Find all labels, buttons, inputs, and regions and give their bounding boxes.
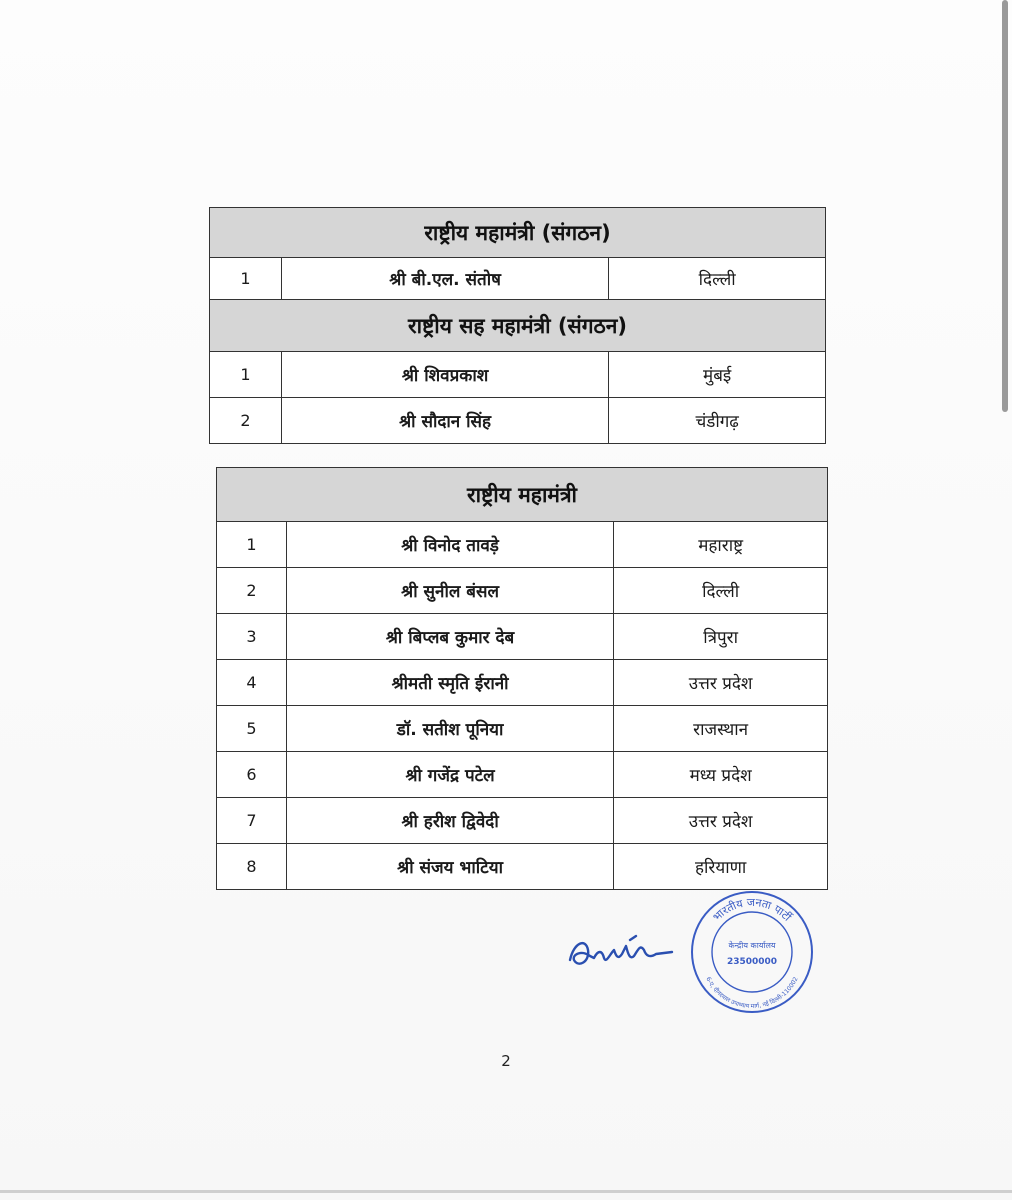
member-state: राजस्थान <box>614 706 828 752</box>
table-row <box>217 798 828 844</box>
scrollbar-thumb[interactable] <box>1002 0 1008 412</box>
seal-outer-text: भारतीय जनता पार्टी <box>710 895 794 924</box>
section-heading: राष्ट्रीय सह महामंत्री (संगठन) <box>210 300 826 352</box>
party-seal <box>688 888 816 1016</box>
table-row <box>217 660 828 706</box>
member-name: श्री गजेंद्र पटेल <box>286 752 613 798</box>
table-row <box>217 568 828 614</box>
serial-number: 1 <box>217 522 287 568</box>
table-row <box>210 352 826 398</box>
section-heading-row <box>210 300 826 352</box>
table-row <box>210 398 826 444</box>
section-heading: राष्ट्रीय महामंत्री <box>217 468 828 522</box>
member-name: श्री बी.एल. संतोष <box>281 258 608 300</box>
table-row <box>217 522 828 568</box>
serial-number: 7 <box>217 798 287 844</box>
serial-number: 2 <box>210 398 282 444</box>
section-heading-row <box>210 208 826 258</box>
member-name: श्री संजय भाटिया <box>286 844 613 890</box>
member-name: श्री सुनील बंसल <box>286 568 613 614</box>
member-name: डॉ. सतीश पूनिया <box>286 706 613 752</box>
table-row <box>217 614 828 660</box>
general-secretaries-table <box>216 467 828 890</box>
member-name: श्री सौदान सिंह <box>281 398 608 444</box>
table-row <box>217 706 828 752</box>
serial-number: 3 <box>217 614 287 660</box>
member-state: त्रिपुरा <box>614 614 828 660</box>
serial-number: 6 <box>217 752 287 798</box>
member-state: हरियाणा <box>614 844 828 890</box>
serial-number: 8 <box>217 844 287 890</box>
serial-number: 1 <box>210 352 282 398</box>
table-row <box>217 844 828 890</box>
table-row <box>210 258 826 300</box>
serial-number: 2 <box>217 568 287 614</box>
member-state: मुंबई <box>609 352 826 398</box>
seal-inner-text: केन्द्रीय कार्यालय <box>728 941 776 950</box>
member-name: श्री बिप्लब कुमार देब <box>286 614 613 660</box>
serial-number: 5 <box>217 706 287 752</box>
member-state: उत्तर प्रदेश <box>614 660 828 706</box>
serial-number: 4 <box>217 660 287 706</box>
serial-number: 1 <box>210 258 282 300</box>
member-state: दिल्ली <box>609 258 826 300</box>
seal-phone-text: 23500000 <box>726 957 778 967</box>
signature <box>560 920 680 980</box>
scrollbar[interactable] <box>1000 0 1010 1200</box>
member-name: श्री शिवप्रकाश <box>281 352 608 398</box>
page-bottom-edge <box>0 1190 1012 1193</box>
section-heading-row <box>217 468 828 522</box>
member-state: चंडीगढ़ <box>609 398 826 444</box>
page-number: 2 <box>501 1052 511 1070</box>
member-state: मध्य प्रदेश <box>614 752 828 798</box>
svg-text:6-ए, दीनदयाल उपाध्याय मार्ग, न <box>704 976 799 1010</box>
member-state: उत्तर प्रदेश <box>614 798 828 844</box>
member-name: श्रीमती स्मृति ईरानी <box>286 660 613 706</box>
member-state: महाराष्ट्र <box>614 522 828 568</box>
section-heading: राष्ट्रीय महामंत्री (संगठन) <box>210 208 826 258</box>
member-name: श्री विनोद तावड़े <box>286 522 613 568</box>
organisation-general-secretaries-table <box>209 207 826 444</box>
member-state: दिल्ली <box>614 568 828 614</box>
table-row <box>217 752 828 798</box>
member-name: श्री हरीश द्विवेदी <box>286 798 613 844</box>
seal-address-text: 6-ए, दीनदयाल उपाध्याय मार्ग, नई दिल्ली-110002 <box>704 975 800 1011</box>
